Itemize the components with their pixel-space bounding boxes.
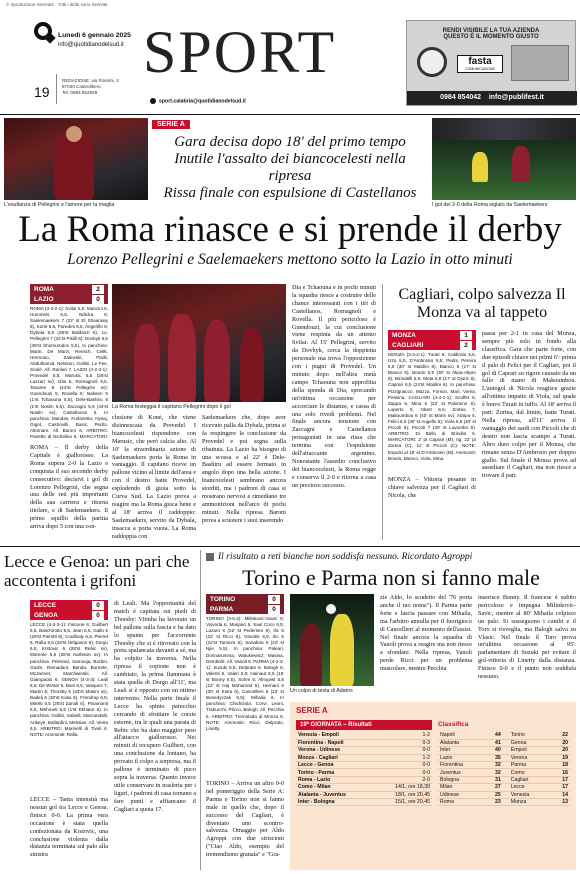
photo-torino-header bbox=[290, 594, 374, 686]
standings-row bbox=[438, 762, 570, 769]
results-table bbox=[296, 732, 432, 806]
standings-points: 22 bbox=[562, 732, 568, 739]
standings-team: Cagliari bbox=[510, 777, 529, 784]
standings-team: Monza bbox=[510, 799, 527, 806]
result-row bbox=[296, 754, 432, 761]
article-roma-col4: Dia e Tchaouna e in pochi minuti la squadra riesce a costruire delle chance interessanti con i tiri di Castellanos, Romagnoli e Rovella. Il più pericoloso è Guendouzi, la cui conclusione viene respinta da un attento Svilar. Al 15' Pellegrini, servito da Dovbyk, cerca la doppietta personale ma trova l'opposizione con i pugni di Provedel. Un minuto dopo nell'altra metà campo Tchaouna non approfitta della sponda di Dia, sprecando un'ottima occasione per accorciare le distanze, e cassa di una solo rivedi problemi. Nel finale ancora tensione con Zaccagni e Castellanos protagonisti in una rissa che termina con l'espulsione dell'attaccante argentino. Nonostante l'assedio conclusivo dei biancocelesti, la Roma regge e conserva il 2-0 e ritorna a casa un prezioso successo. bbox=[292, 284, 376, 489]
standings-team: Venezia bbox=[510, 791, 530, 798]
ad-brand: fasta COMUNICAZIONE bbox=[457, 55, 503, 73]
standings-points: 17 bbox=[562, 784, 568, 791]
standings-points: 31 bbox=[494, 777, 501, 784]
score-genoa: 0 bbox=[92, 611, 104, 620]
team-roma: ROMA bbox=[34, 285, 54, 293]
standings-row bbox=[438, 732, 570, 739]
result-score: 0-0 bbox=[422, 769, 430, 776]
standings-points: 18 bbox=[562, 762, 568, 769]
standings-row bbox=[438, 791, 570, 798]
standings-points: 32 bbox=[494, 762, 501, 769]
standings-points: 32 bbox=[494, 769, 501, 776]
article-monza-col2: passa per 2-1 in casa del Monza, sempre più solo in fondo alla classifica. Gara che parte forte, con due episodi chiave nei primi 6': prima il palo di Felici per il Cagliari, poi il gol di Caprari su rigore causato da un fallo di mano di Makoumbou. L'autogol di Nicola reagisce grazie all'ottimo impatto di Viola, sul quale è bravo Turati in tuffo. Al 18' arriva il pari: Zortea, dal limite, batte Turati. Nella ripresa, all'11' arriva il vantaggio dei sardi con Piccoli che di destro non lascia scampo a Turati. Altro duro colpo per il Monza, che rimane senza D'Ambrosio per doppio giallo. Sul finale il Monza prova ad assediare il Cagliari, ma non riesce a trovare il pari. bbox=[482, 330, 576, 480]
team-parma: PARMA bbox=[210, 605, 234, 613]
result-match: Roma - Lazio bbox=[298, 777, 331, 784]
standings-points: 27 bbox=[494, 784, 501, 791]
standings-row bbox=[438, 769, 570, 776]
torino-lineups: TORINO (3-5-2): Milinkovic-Savic 6; Vojvoda 6, Maripan 6, Saul Coco 6,5; Lazaro 6 (22' st Pedersen 6), Ilic 6 (22' st Ricci 6), Gineitis 6,5, Ilic 5 (22'st Tameze 6); Sanabria 6 (22' st Njie 5,5). In panchina: Paleari, Donnarumma, Walukiewicz, Masina, Dembelé. All. Vanoli 6. PARMA (4-2-3-1): Suzuki 6,5; Delprato 6, Balogh 6, Valenti 6, Valeri 5,5; Hainaut 5,5 (15' st Bonny 5,5), Sohm 6; Almqvist 5,5 (22' st Haj Mohamed 6), Hernani 6 (30' st Keita 6), Cancellieri 6 (22' st Benedyczak 5,5); Mihaila 6. In panchina: Chichizola, Corvi, Leoni, Trabucchi, Plicco, Balogh. All. Pecchia 6. ARBITRO: Tremolada di Monza 6. NOTE: Ammoniti: Ricci, Delprato, Linetty. bbox=[206, 616, 284, 731]
article-lecce-col2: di Leali. Ma l'opportunità del match è capitata sui piedi di Thorsby: Vitinha ha lavorato un bel pallone sulla fascia e ha dato lo spunto per l'accorrente Thorsby che si è ritrovato con la porta spalancata davanti a sé, ma ha colpito la traversa. Nella ripresa il copione non è cambiato, la prima fiammata è stata quella di Dorgu all'11', ma Leali si è opposto con un ottimo intervento. Nella parte finale il Lecce ha spinto parecchio cercando di sfruttare le corsie esterne, tra le quali una parata di Rebic che ha dato maggior peso all'attacco giallorosso. Nei minuti di recupero Guilbert, con una conclusione da lontano, ha provato il colpo a sorpresa, ma il pallone è terminato di poco sopra la traversa. Quanto invece utile conservare in trasferta per i liguri, i padroni di casa tornano a fare punti e affiancano il Cagliari a quota 17. bbox=[114, 600, 196, 813]
result-match: Verona - Udinese bbox=[298, 747, 341, 754]
article-monza-col1: MONZA – Vittoria pesante in chiave salvezza per il Cagliari di Nicola, che bbox=[388, 476, 476, 499]
standings-points: 17 bbox=[562, 777, 568, 784]
ad-image bbox=[511, 45, 569, 81]
kicker-serie-a: SERIE A bbox=[152, 120, 190, 129]
score-lecce: 0 bbox=[92, 601, 104, 610]
monza-headline: Cagliari, colpo salvezza Il Monza va al tappeto bbox=[398, 286, 566, 321]
standings-team: Juventus bbox=[440, 769, 461, 776]
standings-team: Udinese bbox=[440, 791, 460, 798]
photo-pellegrini bbox=[4, 118, 148, 200]
result-match: Fiorentina - Napoli bbox=[298, 740, 344, 747]
article-lecce-col1: LECCE – Tanta intensità ma nessun gol tra Lecce e Genoa: finisce 0-0. La prima vera occasione è stata quella confezionata da Krstovic, una conclusione violenta dalla distanza terminata sul palo alla sinistra bbox=[30, 796, 108, 859]
results-title: 19ª GIORNATA – Risultati bbox=[296, 720, 432, 730]
standings-points: 19 bbox=[562, 754, 568, 761]
main-subhead: Lorenzo Pellegrini e Saelemaekers mettono sotto la Lazio in otto minuti bbox=[67, 251, 513, 268]
standings-points: 25 bbox=[494, 791, 501, 798]
result-row bbox=[296, 784, 432, 791]
standings-team: Fiorentina bbox=[440, 762, 464, 769]
caption-roma-celebration: La Roma festeggia il capitano Pellegrini dopo il gol bbox=[112, 404, 231, 410]
results-panel bbox=[290, 702, 576, 870]
lecce-lineups: LECCE (4-2-3-1): Falcone 6; Guilbert 6,5, Baschirotto 6,5, Jean 6,5, Gallo 6 (28'st Pierotti 6); Coulibaly 6,5, Pierret 6, Rafia 6,5 (28'st Helgason 6); Dorgu 6,5, Krstovic 6 (28'st Rebic sv), Morente 5,5 (28'st Karlsson sv). In panchina: Pelmard, Samooja, Borbei, Oudin, Ramadani, Banda, Burnete, McJannet, Marchwinski. All. Giampaolo 6. GENOA (4-3-3): Leali 6,5; De Winter 6, Bani 6,5, Vasquez 7, Martin 6; Thorsby 6 (43'st Masini sv), Badelj 6 (30'st Kasa 6), Frendrup 6,5; Miretti 5,5 (26'st Zanoli 6), Pinamonti 6,5, Mehmeti 5,5 (1'st Ekhator 6). In panchina: Gollini, Sabelli, Marcandalli, Ankeye, Ballardini, Messias. All. Vieira 6,5. ARBITRO: Marinelli di Tivoli 6. NOTE: Ammoniti: Rafia. bbox=[30, 622, 108, 737]
result-score: 1-2 bbox=[422, 754, 430, 761]
article-torino-col3: inserisce Bonny. Il francese è subito pericoloso e impegna Milinkovic-Savic, mentre al 80' Mihaila colpisce un palo. Si susseguono i cambi e il Toro si risveglia, ma Balogh salva su Vlasic. Nel finale il Toro prova un'ultima occasione al 95': parlamentare di Suzuki per evitare il gol-vittoria di Linetty dalla distanza. Finisce 0-0 e il punto non soddisfa nessuno. bbox=[478, 594, 576, 681]
standings-team: Como bbox=[510, 769, 525, 776]
standings-team: Lecce bbox=[510, 784, 525, 791]
roma-lineups: ROMA (3-4-2-1): Svilar 6,5; Mancini 6, Hummels 6,5, Ndicka 6; Saelemaekers 7 (22' st El Shaarawy 6), Konè 6,5, Paredes 6,5, Angeliño 6; Dybala 6,5 (28'st Baldanzi 6), Lo. Pellegrini 7 (22'st Pisilli 6); Dovbyk 6,5 (38'st Shomurodov 5,5). In panchina: Marin, De Marzi, Rensch, Celik, Hermoso, Zalewski, Pisilli, Abdulhamid, Nelsson, Gollini, Le Fee, Soulè. All. Ranieri 7. LAZIO (4-2-3-1): Provedel 6,5; Marusic 5,5 (26'st Lazzari sv), Gila 5, Romagnoli 5,5, Tavares 6 (44'st Pellegrini sv); Guendouzi 5, Rovella 6; Isaksen 5 (1'st Tchaouna 5,5), Dele-Bashiru 6 (1'st Noslin 5,5), Zaccagni 5,5 (44'st Noslin sv); Castellanos 5. In panchina: Mandas, Furlanetto, Hysaj, Gigot, Castrovilli, Basic, Pedro, Altomare. All. Baroni 6. ARBITRO: Pairetto di Nichelino 6. MARCATORI: bbox=[30, 306, 108, 439]
result-score: 1-2 bbox=[422, 732, 430, 739]
result-match: Lecce - Genoa bbox=[298, 762, 334, 769]
issue-date: Lunedì 6 gennaio 2025 bbox=[58, 32, 131, 39]
standings-points: 20 bbox=[562, 740, 568, 747]
standings-team: Atalanta bbox=[440, 740, 460, 747]
result-match: Venezia - Empoli bbox=[298, 732, 339, 739]
standings-team: Napoli bbox=[440, 732, 455, 739]
result-score: 18/1, ore 20,45 bbox=[395, 791, 430, 798]
article-torino-col2: zie Aldo, lo scudetto del '76 porta anche il tuo nome"). Il Parma parte forte e lascia passare con Mihaila, ma l'arbitro annulla per il fuorigioco di Cancellieri al momento dell'assist. Nel finale ancora la squadra di Vanoli prova a reagire ma non riesce a sfondare. Nella ripresa, Vanoli perde Ricci per un problema muscolare, mentre Pecchia bbox=[380, 594, 472, 673]
article-roma-col1: ROMA – Il derby della Capitale è giallorosso. La Roma supera 2-0 la Lazio e conquista il suo secondo derby consecutivo: decisivi i gol di Lorenzo Pellegrini, che segna una delle reti più importanti della sua carriera e ritorna titolare, e di Saelemaekers. Il primo squillo della partita arriva dopo 5 con una con- bbox=[30, 444, 108, 531]
standings-points: 35 bbox=[494, 754, 501, 761]
standings-title: Classifica bbox=[438, 721, 469, 728]
article-torino-col1: TORINO – Arriva un altro 0-0 nel pomeriggio della Serie A: Parma e Torino non si fanno male in quello che, dopo il successo del Cagliari, è diventato uno scontro-salvezza. Omaggio per Aldo Agroppi con due striscioni ("Ciao Aldo, esempio del tremendismo granata" e "Gra- bbox=[206, 780, 284, 859]
standings-points: 23 bbox=[494, 799, 501, 806]
result-row bbox=[296, 791, 432, 798]
result-row bbox=[296, 799, 432, 806]
standings-points: 40 bbox=[494, 747, 501, 754]
logo-icon bbox=[34, 22, 52, 40]
standings-row bbox=[438, 799, 570, 806]
standings-points: 44 bbox=[494, 732, 501, 739]
result-score: 15/1, ore 20,45 bbox=[395, 799, 430, 806]
standings-team: Verona bbox=[510, 754, 528, 761]
ad-badge-icon bbox=[417, 47, 447, 77]
score-torino: 0 bbox=[268, 595, 280, 604]
standings-points: 16 bbox=[562, 769, 568, 776]
result-row bbox=[296, 732, 432, 739]
result-match: Atalanta - Juventus bbox=[298, 791, 346, 798]
photo-saelemaekers bbox=[432, 118, 576, 200]
standings-row bbox=[438, 754, 570, 761]
standings-team: Torino bbox=[510, 732, 525, 739]
caption-pellegrini: L'esultanza di Pellegrini e l'amore per la maglia bbox=[4, 202, 115, 208]
standings-points: 41 bbox=[494, 740, 501, 747]
ad-line1: RENDI VISIBILE LA TUA AZIENDA bbox=[442, 28, 540, 34]
team-lecce: LECCE bbox=[34, 601, 57, 609]
score-lazio: 0 bbox=[92, 295, 104, 304]
monza-lineups: MONZA (3-4-2-1): Turati 6; Caldirola 5,5, Izzo 5,5, D'Ambrosio 5,5; Pedro Pereira 5,5 (30' st Maldini 6), Bianco 6 (17' st Bianco 6), Bondo 5,5 (30' st Akpa-Akpro 6), Birindelli 5,5; Mota 5,5 (17' st Djuric 6), Caprari 6,5 (24'st Maldini 6). In panchina: Pizzignacco, Mazza, Forson, Marì, Vieira, Pessina. CAGLIARI (4-4-1-1): Scuffet 6; Zappa 6, Mina 6 (22' st Palomino 6), Luperto 6, Obert 6,5; Zortea 7, Makoumbou 6 (40' st Marin sv), Adopo 6, Felici 6,5 (30' st Augello 6); Viola 6,5 (40' st Piccoli 6); Piccoli 7 (30' st Luvumbo 6). ARBITRO: Di Bello di Brindisi 6. MARCATORI: 2' pt Caprari (M), rig. 22' pt Zortea (C), 11' st Piccoli (C). NOTE: Espulsi al 18' st D'Ambrosio (M). Ammoniti: Bondo, Bianco, Viola, Mina. bbox=[388, 352, 476, 461]
standings-row bbox=[438, 747, 570, 754]
result-row bbox=[296, 769, 432, 776]
scoreboard-roma-lazio bbox=[30, 284, 108, 304]
torino-topline: Il risultato a reti bianche non soddisfa nessuno. Ricordato Agroppi bbox=[206, 552, 576, 562]
redazione-info: REDAZIONE: via Rossini, 2 87040 Castrolibero Tel. 0984 852828 bbox=[62, 78, 119, 95]
standings-team: Genoa bbox=[510, 740, 527, 747]
standings-points: 20 bbox=[562, 747, 568, 754]
standings-team: Inter bbox=[440, 747, 451, 754]
section-title: SPORT bbox=[143, 19, 337, 85]
torino-headline: Torino e Parma non si fanno male bbox=[242, 565, 540, 590]
score-parma: 0 bbox=[268, 605, 280, 614]
standings-table bbox=[438, 732, 570, 806]
standings-row bbox=[438, 776, 570, 783]
standings-team: Milan bbox=[440, 784, 453, 791]
caption-torino: Un colpo di testa di Adams bbox=[290, 688, 353, 694]
standings-team: Lazio bbox=[440, 754, 453, 761]
standings-points: 14 bbox=[562, 791, 568, 798]
result-match: Torino - Parma bbox=[298, 769, 335, 776]
score-cagliari: 2 bbox=[460, 341, 472, 350]
result-score: 0-3 bbox=[422, 740, 430, 747]
team-genoa: GENOA bbox=[34, 611, 58, 619]
bullet-icon bbox=[206, 553, 214, 561]
lecce-headline: Lecce e Genoa: un pari che accontenta i grifoni bbox=[4, 552, 190, 590]
standings-row bbox=[438, 784, 570, 791]
result-score: 14/1, ore 18,30 bbox=[395, 784, 430, 791]
standings-team: Roma bbox=[440, 799, 454, 806]
team-cagliari: CAGLIARI bbox=[392, 341, 424, 349]
result-score: 0-0 bbox=[422, 762, 430, 769]
standings-row bbox=[438, 739, 570, 746]
team-torino: TORINO bbox=[210, 595, 236, 603]
copyright-note: © riproduzione riservata · Tutti i diritti sono riservati bbox=[6, 2, 108, 7]
article-roma-col2: clusione di Konè, che viene disinnescata da Provedel. I biancocelesti rispondono con Marusic, che però calcia alto. Al 10' la straordinaria azione di Saelemaekers porta la Roma in vantaggio. Il capitano riceve un pallone vicino al limite dell'area e con il destro batte Provedel, esplodendo di gioia sotto la Curva Sud. La Lazio prova a reagire ma la Roma gioca bene e al 18' arriva il raddoppio: Saelemaekers, servito da Dybala, insacca a porta vuota. La Roma raddoppia con bbox=[112, 414, 196, 540]
page-number: 19 bbox=[34, 84, 50, 100]
result-match: Monza - Cagliari bbox=[298, 754, 338, 761]
standings-team: Empoli bbox=[510, 747, 527, 754]
scoreboard-lecce-genoa bbox=[30, 600, 108, 620]
scoreboard-monza-cagliari bbox=[388, 330, 476, 350]
caption-saelemaekers: I gol del 2-0 della Roma siglato da Saelemaekers bbox=[432, 202, 548, 208]
sport-contact: sport.calabria@quotidianodelsud.it bbox=[150, 98, 246, 104]
result-score: 0-0 bbox=[422, 747, 430, 754]
score-monza: 1 bbox=[460, 331, 472, 340]
ad-contact-bar: 0984 854042 info@publifest.it bbox=[407, 91, 577, 105]
result-row bbox=[296, 762, 432, 769]
masthead-email: info@quotidianodelsud.it bbox=[58, 42, 124, 48]
team-lazio: LAZIO bbox=[34, 295, 54, 303]
ad-line2: QUESTO È IL MOMENTO GIUSTO bbox=[443, 34, 539, 40]
standings-team: Bologna bbox=[440, 777, 460, 784]
results-kicker: SERIE A bbox=[296, 706, 328, 715]
standings-team: Parma bbox=[510, 762, 527, 769]
result-row bbox=[296, 739, 432, 746]
result-match: Como - Milan bbox=[298, 784, 331, 791]
result-score: 2-0 bbox=[422, 777, 430, 784]
standings-points: 13 bbox=[562, 799, 568, 806]
masthead bbox=[0, 12, 580, 110]
mail-icon bbox=[150, 98, 156, 104]
ad-banner[interactable] bbox=[406, 20, 576, 106]
team-monza: MONZA bbox=[392, 331, 416, 339]
result-row bbox=[296, 747, 432, 754]
photo-roma-celebration bbox=[112, 284, 286, 402]
score-roma: 2 bbox=[92, 285, 104, 294]
result-match: Inter - Bologna bbox=[298, 799, 335, 806]
main-headline: La Roma rinasce e si prende il derby bbox=[18, 209, 562, 250]
article-roma-col3: Saelemaekers che, dopo aver ricevuto palla da Dybala, prima si fa respingere la conclusione da Provedel e poi segna sulla ribattuta. La Lazio ha bisogno di una scossa e al 22' è Dele-Bashiru ad essere fermato in angolo dopo una bella azione. I biancocelesti sembrano ancora storditi, ma i padroni di casa si mostrano nervosi e rimediano tre ammonizioni nell'arco di pochi minuti. Nella ripresa Baroni prova a scuotere i suoi inserendo bbox=[202, 414, 286, 524]
deck: Gara decisa dopo 18' del primo tempo Inutile l'assalto dei biancocelesti nella ripresa Rissa finale con espulsione di Castellanos bbox=[163, 134, 417, 201]
result-row bbox=[296, 776, 432, 783]
scoreboard-torino-parma bbox=[206, 594, 284, 614]
